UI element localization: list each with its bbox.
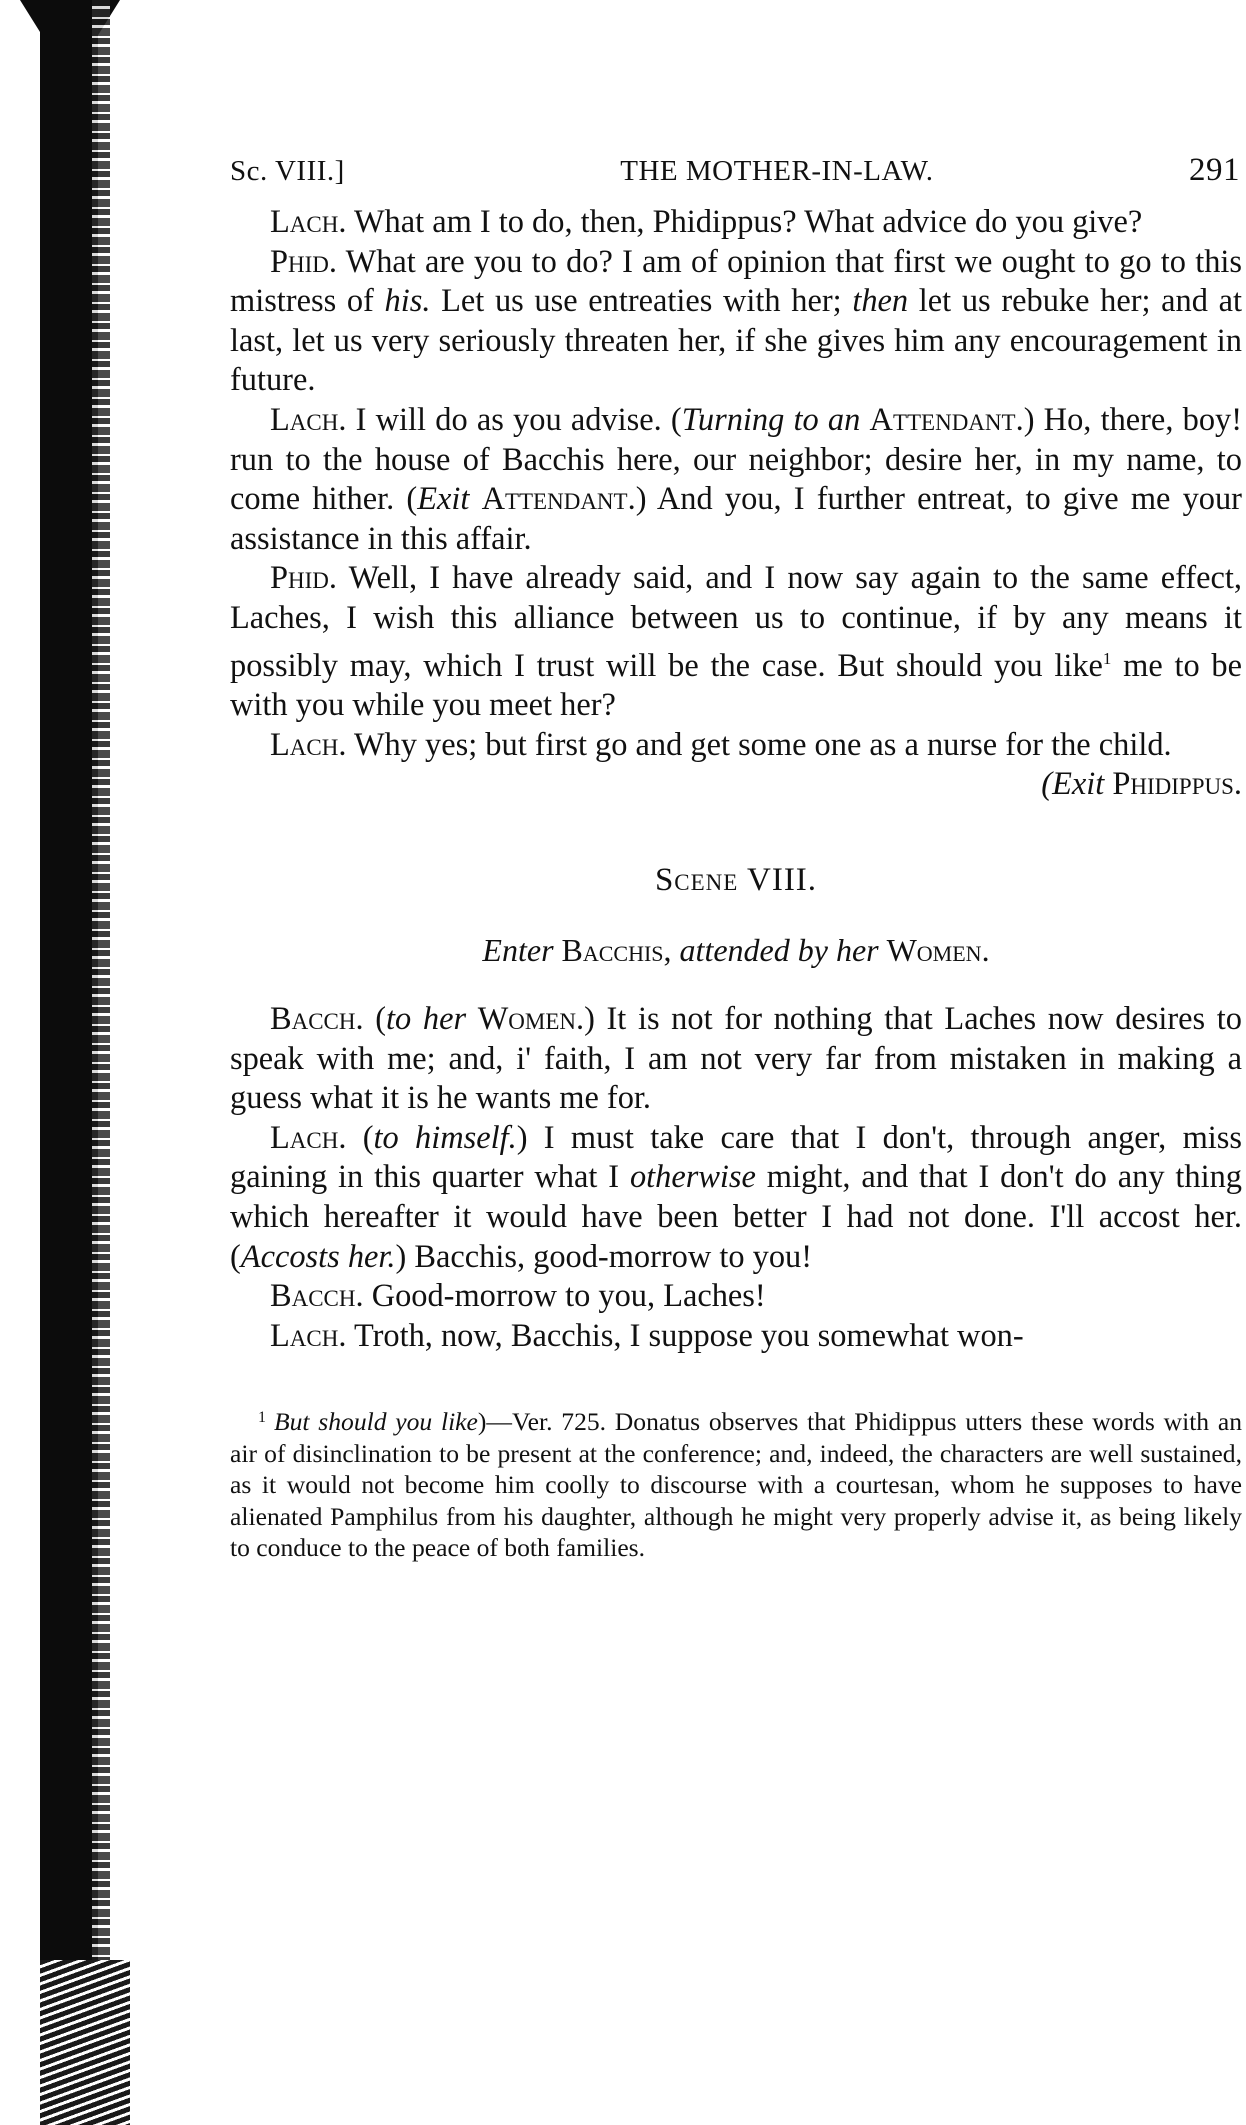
speech-text: might, and that I don't do any thing which hereafter it would have been better I had not done. I'll accost her. ( — [230, 1159, 1243, 1275]
speaker-name: Lach. — [270, 401, 347, 438]
speech-text: ) Bacchis, good-morrow to you! — [395, 1238, 813, 1275]
stage-direction: Turning to an — [681, 401, 861, 438]
footnote-lemma: But should you like — [274, 1407, 478, 1437]
speaker-name: Lach. — [270, 1317, 347, 1354]
stage-direction: Exit — [417, 481, 470, 518]
speech-text: I will do as you advise. ( — [346, 401, 682, 438]
speech-text: ) And you, I further entreat, to give me your assistance in this affair. — [230, 481, 1242, 557]
stage-direction: (Exit — [1041, 766, 1105, 803]
speaker-name: Lach. — [270, 1119, 347, 1156]
stage-character: Women. — [477, 1001, 585, 1038]
binding-shadow — [40, 0, 98, 2125]
speech-text: Good-morrow to you, Laches! — [363, 1278, 766, 1315]
speech-text: What am I to do, then, Phidippus? What advice do you give? — [346, 204, 1143, 240]
dialogue-block — [230, 203, 1242, 1356]
stage-direction: to her — [386, 1001, 467, 1038]
stage-character: Women. — [886, 931, 990, 968]
speaker-name: Phid. — [270, 560, 337, 597]
stage-direction: to himself. — [373, 1119, 517, 1156]
stage-character: Phidippus. — [1112, 766, 1242, 803]
speech-laches-3 — [230, 726, 1242, 766]
stage-character: Bacchis, — [561, 931, 672, 968]
speech-text: Let us use entreaties with her; — [430, 283, 853, 320]
binding-shadow-bottom — [40, 1960, 130, 2125]
speech-text: What are you to do? I am of opinion that first we ought to go to this mistress of — [230, 243, 1242, 320]
speech-emphasis: his. — [384, 283, 431, 320]
speech-phidippus-2 — [230, 559, 1242, 725]
stage-character: Attendant. — [481, 481, 636, 518]
stage-direction: Enter — [482, 931, 554, 968]
speech-bacchis-1 — [230, 1000, 1242, 1119]
speaker-name: Phid. — [270, 243, 337, 280]
scene-entrance-direction — [230, 931, 1242, 971]
speaker-name: Bacch. — [270, 1278, 364, 1315]
speech-text: ) I must take care that I don't, through anger, miss gaining in this quarter what I — [230, 1119, 1242, 1196]
scene-reference: Sc. VIII.] — [230, 155, 345, 187]
speech-emphasis: then — [852, 283, 909, 320]
speech-laches-5 — [230, 1317, 1242, 1357]
speech-text: ) Ho, there, boy! run to the house of Bacchis here, our neighbor; desire her, in my name, to come hither. ( — [230, 401, 1242, 518]
stage-direction: Accosts her. — [240, 1238, 396, 1275]
book-page — [230, 152, 1242, 1564]
speech-phidippus-1 — [230, 243, 1242, 401]
footnote-mark: 1 — [258, 1409, 266, 1427]
speech-text: ( — [363, 1001, 387, 1038]
exit-direction-line — [230, 765, 1242, 805]
speech-text: me to be with you while you meet her? — [230, 647, 1242, 724]
book-binding-gutter — [0, 0, 130, 2125]
speech-text: Troth, now, Bacchis, I suppose you somewhat won- — [346, 1317, 1024, 1354]
footnote-text: )—Ver. 725. Donatus observes that Phidippus utters these words with an air of disinclination to be present at the conference; and, indeed, the characters are well sustained, as it would not become him coolly to discourse with a courtesan, whom he supposes to have alienated Pamphilus from his daughter, although he might very properly advise it, as being likely to conduce to the peace of both families. — [230, 1407, 1242, 1563]
speech-text: ( — [346, 1119, 374, 1156]
stage-direction: attended by her — [679, 931, 879, 968]
speaker-name: Lach. — [270, 726, 347, 763]
speech-text: Well, I have already said, and I now say again to the same effect, Laches, I wish this alliance between us to continue, if by any means it possibly may, which I trust will be the case. But should you like — [230, 560, 1242, 684]
speech-emphasis: otherwise — [629, 1159, 756, 1196]
stage-character: Attendant. — [869, 401, 1024, 438]
speech-text: Why yes; but first go and get some one as a nurse for the child. — [346, 726, 1172, 763]
running-header — [230, 152, 1242, 189]
footnote-paragraph — [230, 1402, 1242, 1564]
scene-heading: Scene VIII. — [654, 861, 818, 898]
exit-direction — [1041, 765, 1242, 805]
footnote-reference: 1 — [1102, 648, 1112, 668]
page-number: 291 — [1189, 152, 1240, 188]
speech-laches-1 — [230, 203, 1242, 243]
speech-text: let us rebuke her; and at last, let us very seriously threaten her, if she gives him any encouragement in future. — [230, 283, 1242, 399]
footnote — [230, 1402, 1242, 1564]
speech-text: ) It is not for nothing that Laches now desires to speak with me; and, i' faith, I am not very far from mistaken in making a guess what it is he wants me for. — [230, 1001, 1242, 1117]
running-title: THE MOTHER-IN-LAW. — [620, 155, 934, 187]
speaker-name: Lach. — [270, 204, 347, 240]
speech-laches-4 — [230, 1119, 1242, 1277]
speech-laches-2 — [230, 401, 1242, 559]
speaker-name: Bacch. — [270, 1001, 364, 1038]
binding-edge — [92, 0, 110, 2125]
speech-bacchis-2 — [230, 1277, 1242, 1317]
